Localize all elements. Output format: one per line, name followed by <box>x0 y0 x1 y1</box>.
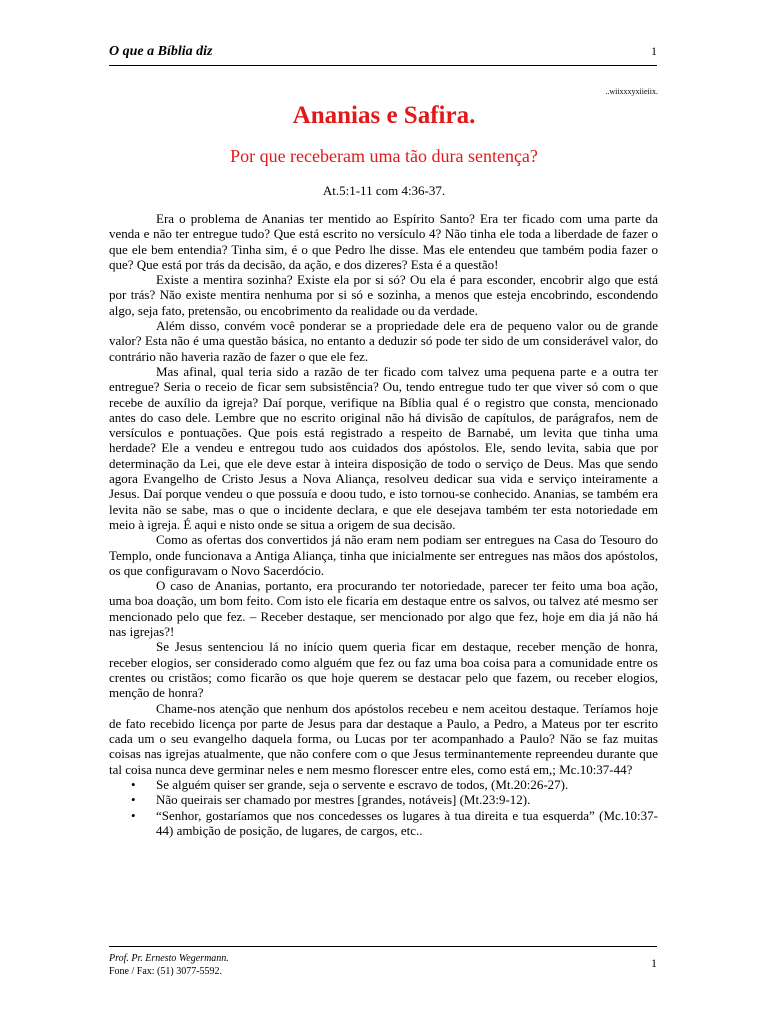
bullet-icon: • <box>131 807 136 823</box>
paragraph: Existe a mentira sozinha? Existe ela por si só? Ou ela é para esconder, encobrir algo que está por trás? Não existe mentira nenhuma por si só e sozinha, a menos que esteja encobrindo, escondendo algo, seja fato, pretensão, ou encobrimento da realidade ou da verdade. <box>109 272 658 318</box>
scripture-reference: At.5:1-11 com 4:36-37. <box>322 183 446 198</box>
paragraph: Mas afinal, qual teria sido a razão de ter ficado com talvez uma pequena parte e a outra ter entregue? Seria o receio de ficar sem subsistência? Ou, tendo entregue tudo ter que viver só com o que recebe de auxílio da igreja? Daí porque, verifique na Bíblia qual é o registro que consta, mencionado antes do caso dele. Lembre que no escrito original não há divisão de capítulos, de parágrafos, nem de versículos e pontuações. Que pois está registrado a respeito de Barnabé, um levita que tinha uma herdade? Ele a vendeu e entregou tudo aos cuidados dos apóstolos. Ele, sendo levita, sabia que por determinação da Lei, que ele deve estar à inteira disposição de todo o serviço de Deus. Mas que sendo agora Evangelho de Cristo Jesus a Nova Aliança, resolveu dedicar sua vida e serviço inteiramente a Jesus. Daí porque vendeu o que possuía e doou tudo, e isto tornou-se conhecido. Ananias, se também era levita não se sabe, mas o que o incidente declara, e que ele desejava também ter esta notoriedade em meio à igreja. É aqui e nisto onde se situa a origem de sua decisão. <box>109 363 658 532</box>
document-code: ..wiixxxyxiieiix. <box>605 87 658 96</box>
list-item-text: Se alguém quiser ser grande, seja o servente e escravo de todos, (Mt.20:26-27). <box>156 776 569 792</box>
list-item <box>109 808 658 839</box>
footer-author: Prof. Pr. Ernesto Wegermann. <box>109 953 229 964</box>
paragraph: Chame-nos atenção que nenhum dos apóstolos recebeu e nem aceitou destaque. Teríamos hoje de fato recebido licença por parte de Jesus para dar destaque a Paulo, a Pedro, a Mateus por ter escrito cada um o seu evangelho daquela forma, ou Lucas por ter acompanhado a Paulo? Não se faz muitas coisas nas igrejas atualmente, que não confere com o que Jesus terminantemente repreendeu durante que tal coisa nunca deve germinar neles e nem mesmo florescer entre eles, como está em,; Mc.10:37-44? <box>109 700 658 777</box>
footer-phone: Fone / Fax: (51) 3077-5592. <box>109 966 223 977</box>
bullet-icon: • <box>131 776 136 792</box>
footer-page-number: 1 <box>651 956 657 970</box>
list-item-text: “Senhor, gostaríamos que nos concedesses os lugares à tua direita e tua esquerda” (Mc.10:37-44) ambição de posição, de lugares, de cargos, etc.. <box>156 807 658 838</box>
bullet-icon: • <box>131 792 136 808</box>
page-title: Ananias e Safira. <box>292 102 476 129</box>
paragraph: Era o problema de Ananias ter mentido ao Espírito Santo? Era ter ficado com uma parte da venda e não ter entregue tudo? Que está escrito no versículo 4? Não tinha ele toda a liberdade de fazer o que ele bem entendia? Tinha sim, é o que Pedro lhe disse. Mas ele entendeu que também podia fazer o que? Que está por trás da decisão, da ação, e dos dizeres? Esta é a questão! <box>109 211 658 272</box>
footer-divider <box>109 946 657 947</box>
list-item <box>109 792 658 807</box>
header-title: O que a Bíblia diz <box>109 44 213 59</box>
page-subtitle: Por que receberam uma tão dura sentença? <box>230 146 538 166</box>
header-page-number: 1 <box>651 44 657 58</box>
paragraph: Como as ofertas dos convertidos já não eram nem podiam ser entregues na Casa do Tesouro do Templo, onde funcionava a Antiga Aliança, tinha que inicialmente ser entregues nas mãos dos apóstolos, os que configuravam o Novo Sacerdócio. <box>109 532 658 578</box>
header-divider <box>109 65 657 66</box>
bullet-list <box>109 777 658 838</box>
paragraph: O caso de Ananias, portanto, era procurando ter notoriedade, parecer ter feito uma boa ação, uma boa doação, um bom feito. Com isto ele ficaria em destaque entre os salvos, ou talvez até mesmo ser mencionado pelo que fez. – Receber destaque, ser mencionado por algo que fez, hoje em dia já não há nas igrejas?! <box>109 578 658 640</box>
paragraph: Se Jesus sentenciou lá no início quem queria ficar em destaque, receber menção de honra, receber elogios, ser considerado como alguém que fez ou faz uma boa coisa para a comunidade entre os crentes ou cristãos; como ficarão os que hoje querem se destacar pelo que fazem, ou receber elogios, menção de honra? <box>109 639 658 701</box>
article-body <box>109 211 658 838</box>
list-item-text: Não queirais ser chamado por mestres [grandes, notáveis] (Mt.23:9-12). <box>156 792 531 808</box>
list-item <box>109 777 658 792</box>
paragraph: Além disso, convém você ponderar se a propriedade dele era de pequeno valor ou de grande valor? Esta não é uma questão básica, no entanto a deduzir só pode ter sido de um considerável valor, do contrário não haveria razão de fazer o que ele fez. <box>109 318 658 364</box>
